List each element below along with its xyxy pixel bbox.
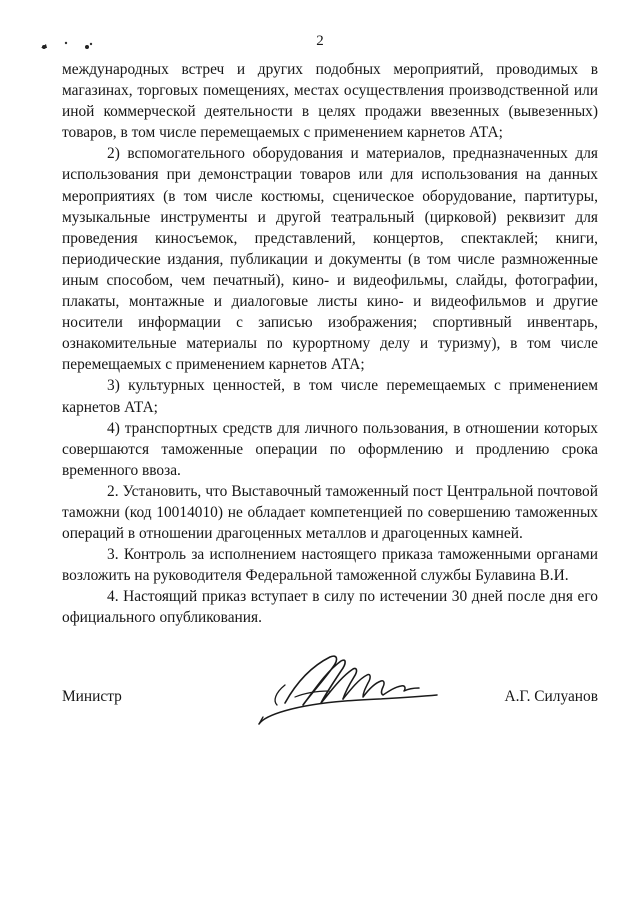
signatory-name: А.Г. Силуанов — [504, 688, 598, 705]
signature-row — [62, 686, 598, 710]
paragraph-clause-3: 3. Контроль за исполнением настоящего приказа таможенными органами возложить на руководителя Федеральной таможенной службы Булавина В.И. — [62, 546, 598, 585]
paragraph-item-2: 2) вспомогательного оборудования и материалов, предназначенных для использования при демонстрации товаров или для использования на данных мероприятиях (в том числе костюмы, сценическое оборудование, партитуры, музыкальные инструменты и другой театральный (цирковой) реквизит для проведения киносъемок, представлений, концертов, спектаклей; книги, периодические издания, публикации и документы (в том числе размноженные иным способом, чем печатный), кино- и видеофильмы, слайды, фотографии, плакаты, монтажные и диалоговые листы кино- и видеофильмов и другие носители информации с записью изображения; спортивный инвентарь, ознакомительные материалы по курортному делу и туризму), в том числе перемещаемых с применением карнетов АТА; — [62, 145, 598, 374]
signatory-position: Министр — [62, 688, 122, 705]
paragraph-item-3: 3) культурных ценностей, в том числе перемещаемых с применением карнетов АТА; — [62, 377, 598, 416]
page-number: 2 — [316, 33, 324, 49]
paragraph-continuation: международных встреч и других подобных мероприятий, проводимых в магазинах, торговых помещениях, местах осуществления производственной или иной коммерческой деятельности в целях продажи ввезенных (вывезенных) товаров, в том числе перемещаемых с применением карнетов АТА; — [62, 61, 598, 142]
paragraph-clause-4: 4. Настоящий приказ вступает в силу по истечении 30 дней после дня его официального опубликования. — [62, 588, 598, 627]
document-body — [62, 59, 598, 629]
paragraph-item-4: 4) транспортных средств для личного пользования, в отношении которых совершаются таможенные операции по оформлению и продлению срока временного ввоза. — [62, 419, 598, 479]
paragraph-clause-2: 2. Установить, что Выставочный таможенный пост Центральной почтовой таможни (код 10014010) не обладает компетенцией по совершению таможенных операций в отношении драгоценных металлов и драгоценных камней. — [62, 482, 598, 543]
